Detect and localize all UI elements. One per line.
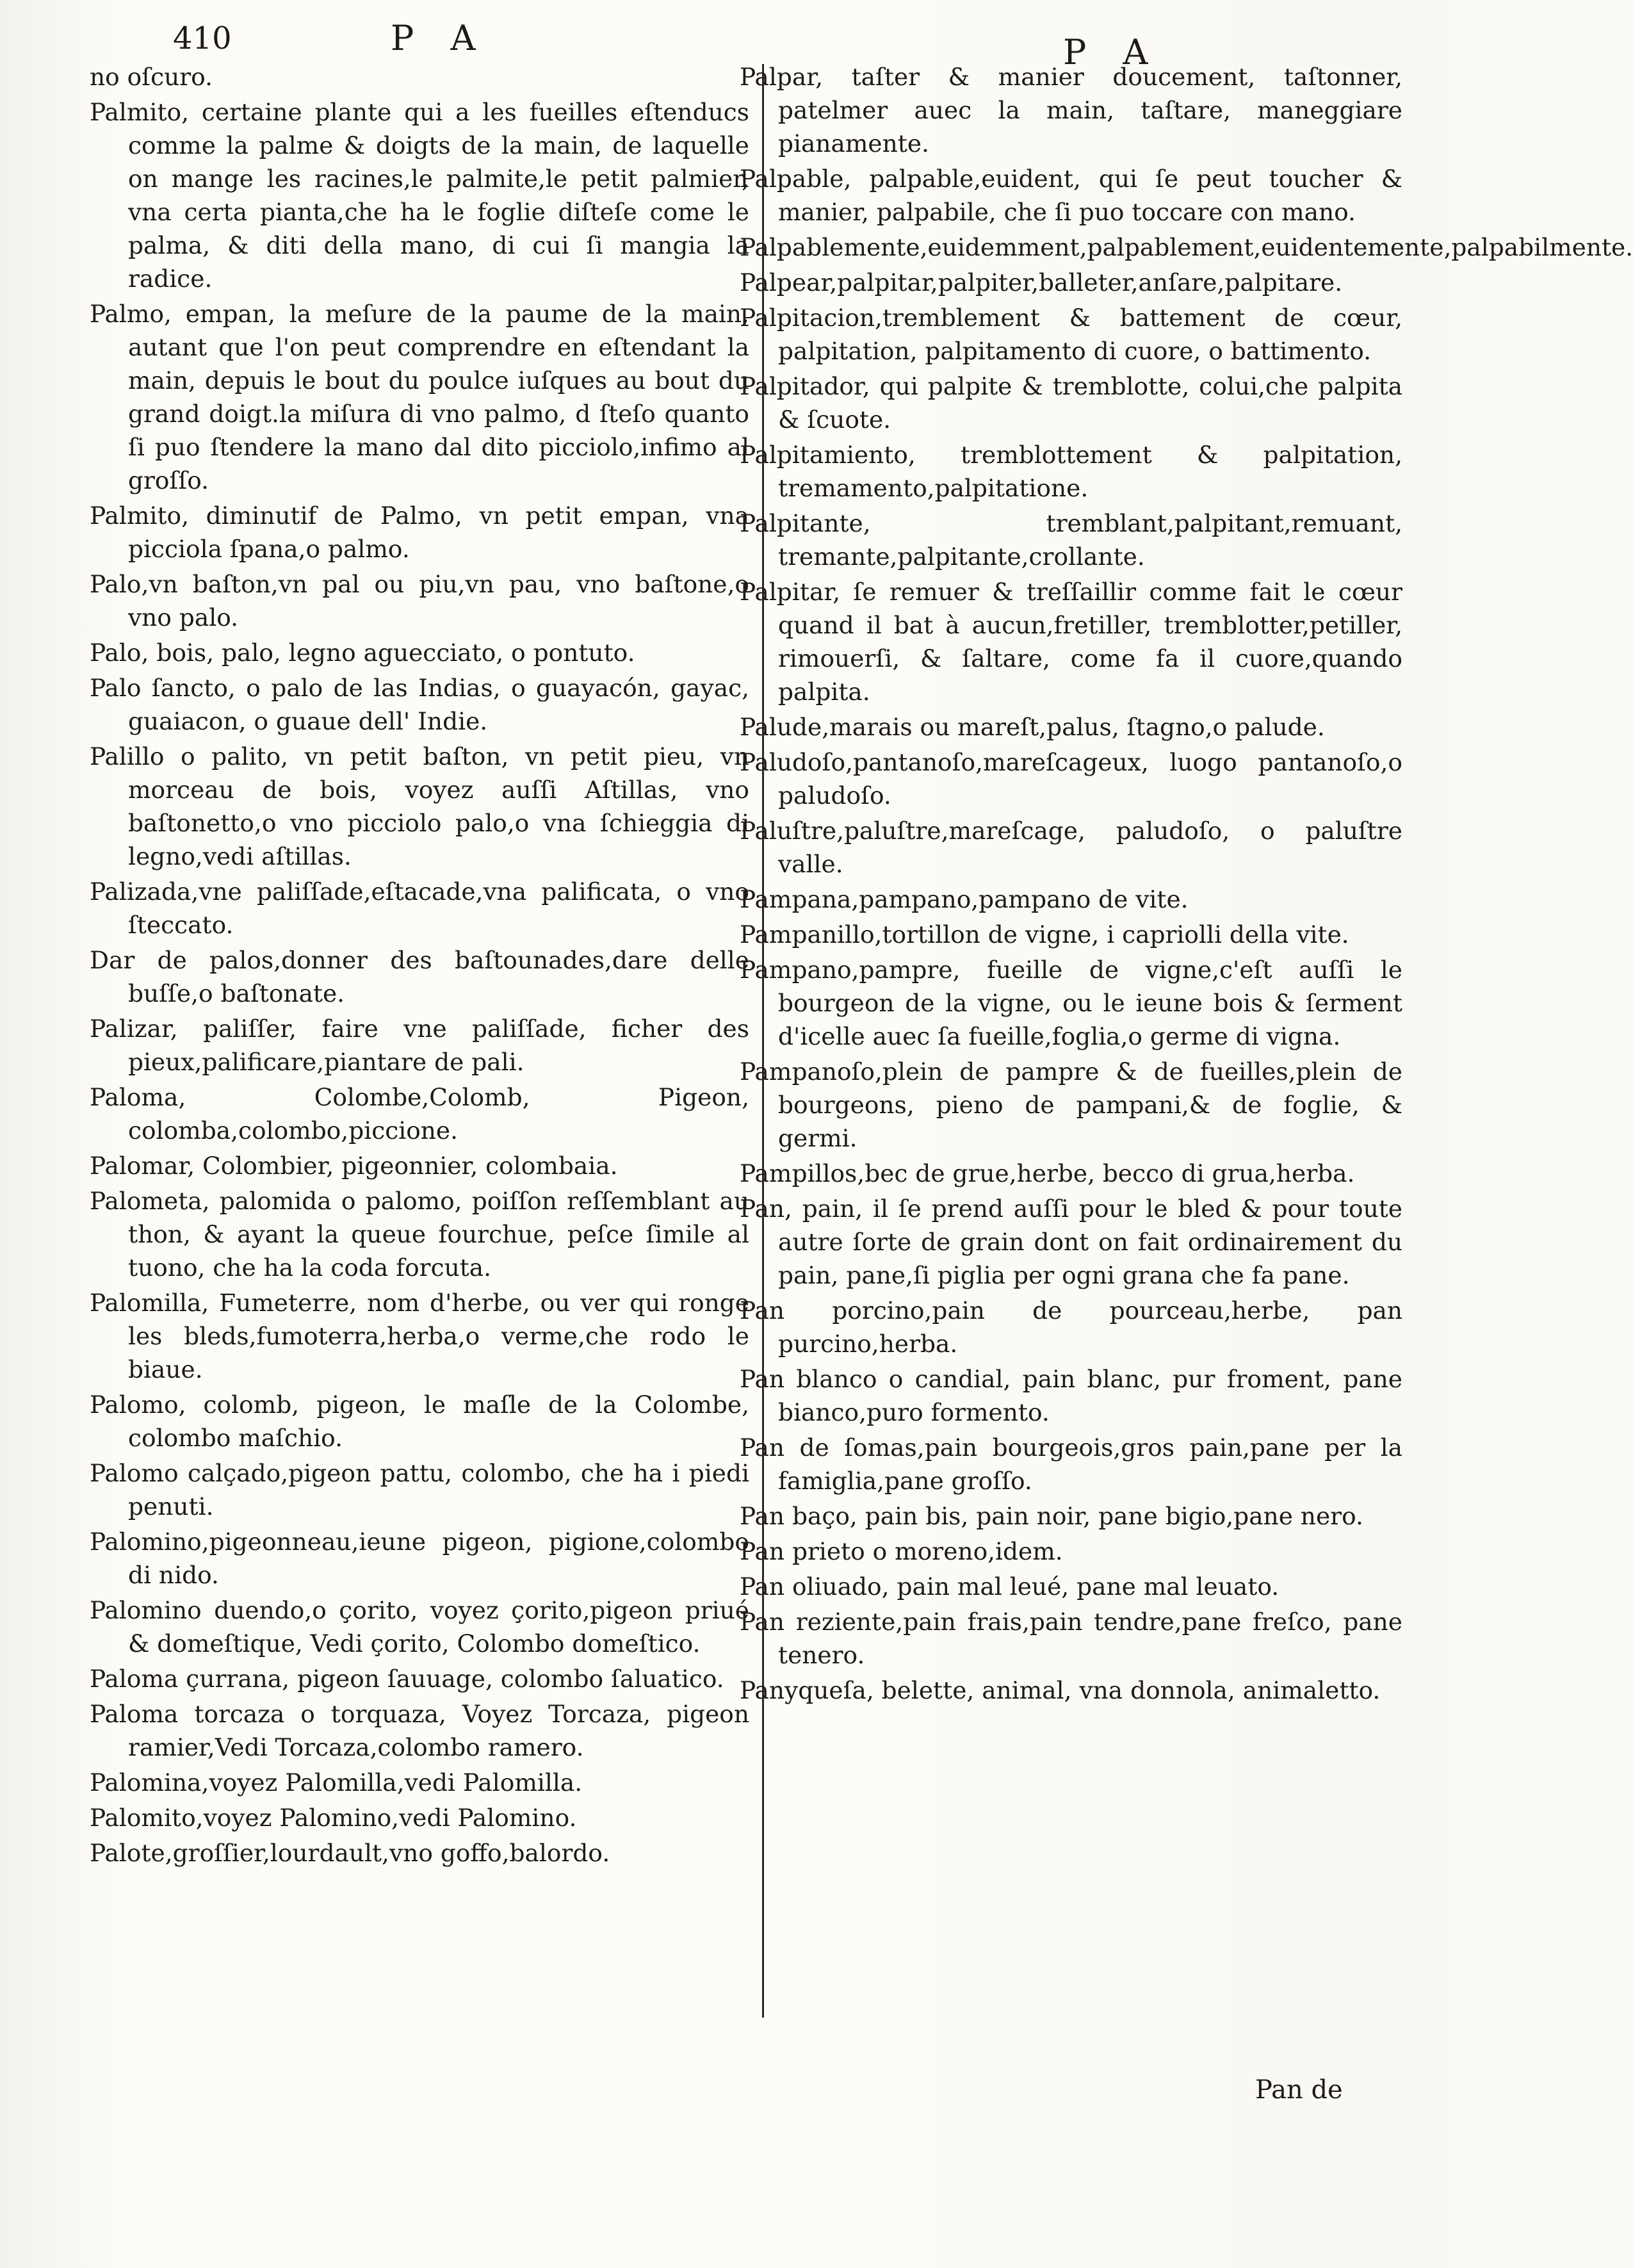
page-number: 410	[173, 20, 232, 56]
dictionary-entry: Palizar, paliſſer, faire vne paliſſade, ficher des pieux,palificare,piantare de pali.	[90, 1015, 749, 1076]
dictionary-entry: Palpitar, ſe remuer & treſſaillir comme fait le cœur quand il bat à aucun,fretiller, tremblotter,petiller, rimouerſi, & ſaltare, come fa il cuore,quando palpita.	[740, 578, 1402, 706]
left-running-head: P A	[391, 18, 489, 58]
left-column	[90, 60, 749, 1872]
dictionary-entry: Palomino,pigeonneau,ieune pigeon, pigione,colombo di nido.	[90, 1528, 749, 1589]
dictionary-entry: Palomina,voyez Palomilla,vedi Palomilla.	[90, 1768, 583, 1797]
dictionary-entry: Palillo o palito, vn petit baſton, vn petit pieu, vn morceau de bois, voyez auſſi Aſtillas, vno baſtonetto,o vno picciolo palo,o vna ſchieggia di legno,vedi aſtillas.	[90, 742, 749, 870]
dictionary-entry: Pampanillo,tortillon de vigne, i capriolli della vite.	[740, 920, 1349, 949]
dictionary-entry: Palomino duendo,o çorito, voyez çorito,pigeon priué & domeſtique, Vedi çorito, Colombo domeſtico.	[90, 1596, 749, 1658]
dictionary-entry: Paloma çurrana, pigeon ſauuage, colombo ſaluatico.	[90, 1665, 724, 1693]
dictionary-entry: Palomar, Colombier, pigeonnier, colombaia.	[90, 1152, 618, 1180]
dictionary-entry: no oſcuro.	[90, 63, 213, 91]
dictionary-entry: Pan reziente,pain frais,pain tendre,pane freſco, pane tenero.	[740, 1608, 1402, 1669]
dictionary-entry: Palpitador, qui palpite & tremblotte, colui,che palpita & ſcuote.	[740, 372, 1402, 434]
right-running-head: P A	[1063, 32, 1161, 72]
dictionary-entry: Palote,groſſier,lourdault,vno goffo,balordo.	[90, 1839, 610, 1867]
dictionary-entry: Pampano,pampre, fueille de vigne,c'eſt auſſi le bourgeon de la vigne, ou le ieune bois & ſerment d'icelle auec ſa fueille,foglia,o germe di vigna.	[740, 956, 1402, 1050]
dictionary-entry: Pampillos,bec de grue,herbe, becco di grua,herba.	[740, 1159, 1355, 1187]
dictionary-entry: Pan blanco o candial, pain blanc, pur froment, pane bianco,puro formento.	[740, 1365, 1402, 1426]
dictionary-entry: Palmito, diminutif de Palmo, vn petit empan, vna picciola ſpana,o palmo.	[90, 502, 749, 563]
dictionary-entry: Palmo, empan, la meſure de la paume de la main, autant que l'on peut comprendre en eſtendant la main, depuis le bout du poulce iuſques au bout du grand doigt.la miſura di vno palmo, d ſteſo quanto ſi puo ſtendere la mano dal dito picciolo,infimo al groſſo.	[90, 300, 749, 494]
dictionary-entry: Palpable, palpable,euident, qui ſe peut toucher & manier, palpabile, che ſi puo toccare con mano.	[740, 165, 1402, 226]
dictionary-entry: Palomo calçado,pigeon pattu, colombo, che ha i piedi penuti.	[90, 1459, 749, 1521]
dictionary-entry: Panyqueſa, belette, animal, vna donnola, animaletto.	[740, 1676, 1381, 1704]
dictionary-entry: Palo,vn baſton,vn pal ou piu,vn pau, vno baſtone,o vno palo.	[90, 570, 749, 632]
catchword: Pan de	[1255, 2075, 1343, 2105]
dictionary-entry: Pan baço, pain bis, pain noir, pane bigio,pane nero.	[740, 1502, 1363, 1530]
dictionary-entry: Palometa, palomida o palomo, poiſſon reſſemblant au thon, & ayant la queue fourchue, peſce ſimile al tuono, che ha la coda forcuta.	[90, 1187, 749, 1282]
dictionary-entry: Pan porcino,pain de pourceau,herbe, pan purcino,herba.	[740, 1296, 1402, 1358]
dictionary-entry: Palpar, taſter & manier doucement, taſtonner, patelmer auec la main, taſtare, maneggiare pianamente.	[740, 63, 1402, 158]
dictionary-entry: Palomilla, Fumeterre, nom d'herbe, ou ver qui ronge les bleds,fumoterra,herba,o verme,che rodo le biaue.	[90, 1289, 749, 1383]
dictionary-entry: Pampanoſo,plein de pampre & de fueilles,plein de bourgeons, pieno de pampani,& de foglie, & germi.	[740, 1057, 1402, 1152]
dictionary-entry: Palomo, colomb, pigeon, le maſle de la Colombe, colombo maſchio.	[90, 1391, 749, 1452]
dictionary-entry: Paloma, Colombe,Colomb, Pigeon, colomba,colombo,piccione.	[90, 1083, 749, 1145]
dictionary-entry: Pan prieto o moreno,idem.	[740, 1537, 1063, 1565]
dictionary-entry: Palizada,vne paliſſade,eſtacade,vna palificata, o vno ſteccato.	[90, 877, 749, 939]
dictionary-entry: Palomito,voyez Palomino,vedi Palomino.	[90, 1804, 577, 1832]
dictionary-entry: Palude,marais ou mareſt,palus, ſtagno,o palude.	[740, 713, 1325, 741]
dictionary-entry: Palpitamiento, tremblottement & palpitation, tremamento,palpitatione.	[740, 441, 1402, 502]
dictionary-entry: Pan de ſomas,pain bourgeois,gros pain,pane per la famiglia,pane groſſo.	[740, 1433, 1402, 1495]
dictionary-entry: Paloma torcaza o torquaza, Voyez Torcaza, pigeon ramier,Vedi Torcaza,colombo ramero.	[90, 1700, 749, 1761]
dictionary-entry: Paluſtre,paluſtre,mareſcage, paludoſo, o paluſtre valle.	[740, 817, 1402, 878]
right-column	[740, 60, 1633, 1709]
dictionary-entry: Pan, pain, il ſe prend auſſi pour le bled & pour toute autre ſorte de grain dont on fait ordinairement du pain, pane,ſi piglia per ogni grana che fa pane.	[740, 1195, 1402, 1289]
dictionary-entry: Pampana,pampano,pampano de vite.	[740, 885, 1189, 913]
dictionary-entry: Palpear,palpitar,palpiter,balleter,anſare,palpitare.	[740, 268, 1343, 297]
dictionary-entry: Dar de palos,donner des baſtounades,dare delle buſſe,o baſtonate.	[90, 946, 749, 1008]
dictionary-entry: Palpablemente,euidemment,palpablement,euidentemente,palpabilmente.	[740, 233, 1633, 261]
dictionary-entry: Palpitacion,tremblement & battement de cœur, palpitation, palpitamento di cuore, o battimento.	[740, 304, 1402, 365]
dictionary-entry: Paludoſo,pantanoſo,mareſcageux, luogo pantanoſo,o paludoſo.	[740, 748, 1402, 810]
dictionary-entry: Palpitante, tremblant,palpitant,remuant, tremante,palpitante,crollante.	[740, 509, 1402, 571]
dictionary-entry: Palo, bois, palo, legno aguecciato, o pontuto.	[90, 639, 635, 667]
dictionary-entry: Pan oliuado, pain mal leué, pane mal leuato.	[740, 1572, 1280, 1601]
dictionary-entry: Palo ſancto, o palo de las Indias, o guayacón, gayac, guaiacon, o guaue dell' Indie.	[90, 674, 749, 735]
dictionary-entry: Palmito, certaine plante qui a les fueilles eſtenducs comme la palme & doigts de la main, de laquelle on mange les racines,le palmite,le petit palmier, vna certa pianta,che ha le foglie diſteſe come le palma, & diti della mano, di cui ſi mangia la radice.	[90, 98, 749, 293]
